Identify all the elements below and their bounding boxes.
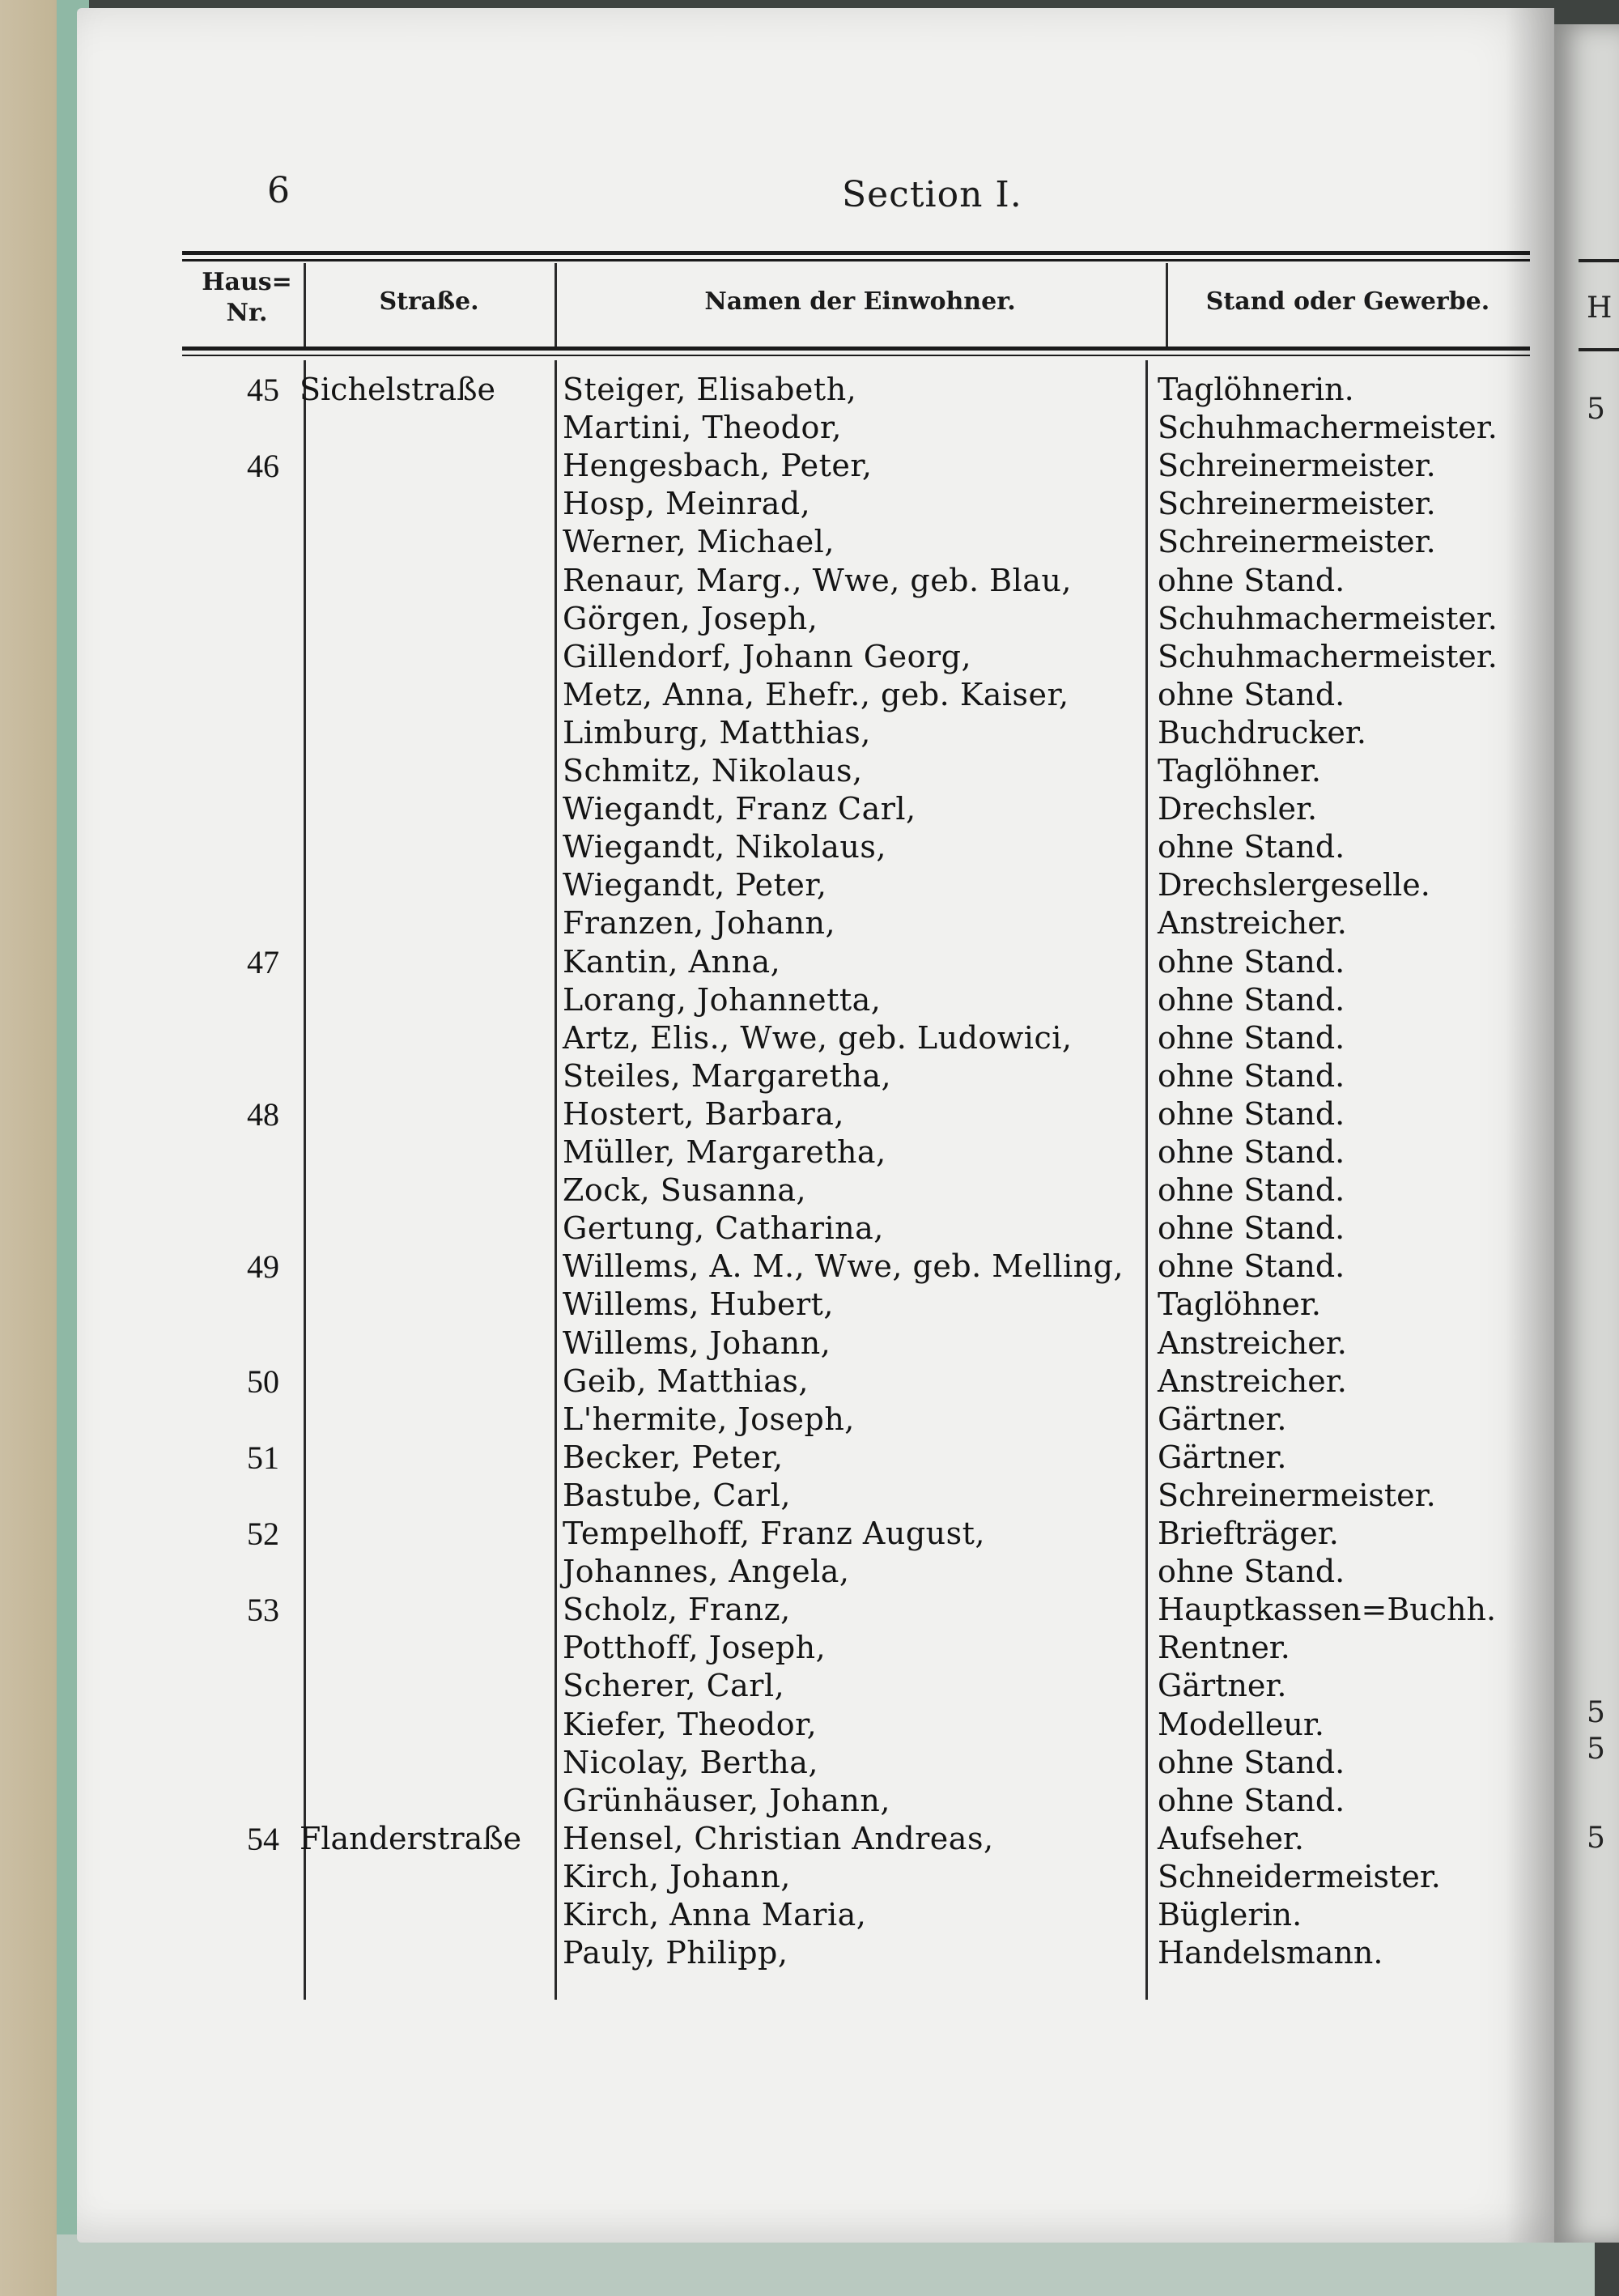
page-stack bbox=[57, 2234, 1595, 2296]
name-cell: Hengesbach, Peter, bbox=[563, 448, 873, 484]
name-cell: Hosp, Meinrad, bbox=[563, 486, 811, 522]
name-cell: Willems, Johann, bbox=[563, 1324, 831, 1361]
table-row bbox=[77, 1095, 1554, 1133]
occupation-cell: Schuhmachermeister. bbox=[1158, 638, 1498, 674]
name-cell: Görgen, Joseph, bbox=[563, 600, 818, 636]
name-cell: Geib, Matthias, bbox=[563, 1363, 809, 1399]
occupation-cell: Anstreicher. bbox=[1158, 905, 1347, 942]
name-cell: Scholz, Franz, bbox=[563, 1592, 791, 1628]
occupation-cell: Aufseher. bbox=[1158, 1820, 1305, 1856]
table-row bbox=[77, 523, 1554, 561]
occupation-cell: Drechslergeselle. bbox=[1158, 867, 1430, 904]
page-number: 6 bbox=[267, 170, 290, 211]
table-row bbox=[77, 790, 1554, 828]
occupation-cell: Handelsmann. bbox=[1158, 1935, 1383, 1971]
occupation-cell: ohne Stand. bbox=[1158, 1782, 1345, 1818]
occupation-cell: ohne Stand. bbox=[1158, 943, 1345, 980]
table-row bbox=[77, 1858, 1554, 1896]
table-row bbox=[77, 1515, 1554, 1553]
name-cell: Zock, Susanna, bbox=[563, 1172, 807, 1209]
occupation-cell: ohne Stand. bbox=[1158, 1172, 1345, 1209]
occupation-cell: Hauptkassen=Buchh. bbox=[1158, 1592, 1497, 1628]
occupation-cell: Schreinermeister. bbox=[1158, 1477, 1436, 1513]
table-row bbox=[77, 1210, 1554, 1248]
table-row bbox=[77, 828, 1554, 866]
table-row bbox=[77, 638, 1554, 676]
occupation-cell: Taglöhner. bbox=[1158, 753, 1321, 789]
occupation-cell: ohne Stand. bbox=[1158, 829, 1345, 865]
table-row bbox=[77, 485, 1554, 523]
name-cell: Kirch, Johann, bbox=[563, 1858, 791, 1894]
name-cell: Franzen, Johann, bbox=[563, 905, 836, 942]
name-cell: Schmitz, Nikolaus, bbox=[563, 753, 863, 789]
table-row bbox=[77, 1057, 1554, 1095]
table-row bbox=[77, 1934, 1554, 1972]
occupation-cell: Schuhmachermeister. bbox=[1158, 410, 1498, 446]
house-number-cell: 47 bbox=[247, 943, 279, 980]
name-cell: Tempelhoff, Franz August, bbox=[563, 1516, 985, 1551]
table-row bbox=[77, 1667, 1554, 1705]
name-cell: Potthoff, Joseph, bbox=[563, 1630, 826, 1666]
occupation-cell: ohne Stand. bbox=[1158, 1095, 1345, 1132]
table-row bbox=[77, 1171, 1554, 1210]
table-row bbox=[77, 866, 1554, 904]
name-cell: Willems, Hubert, bbox=[563, 1286, 834, 1323]
facing-page-text: H bbox=[1587, 291, 1613, 325]
name-cell: Steiger, Elisabeth, bbox=[563, 372, 857, 407]
header-rule-top bbox=[182, 251, 1530, 255]
name-cell: Hensel, Christian Andreas, bbox=[563, 1820, 994, 1856]
occupation-cell: Buchdrucker. bbox=[1158, 714, 1366, 750]
occupation-cell: ohne Stand. bbox=[1158, 562, 1345, 598]
name-cell: Martini, Theodor, bbox=[563, 410, 842, 446]
name-cell: Kiefer, Theodor, bbox=[563, 1706, 818, 1742]
occupation-cell: Briefträger. bbox=[1158, 1516, 1339, 1551]
table-row bbox=[77, 409, 1554, 447]
name-cell: Wiegandt, Peter, bbox=[563, 867, 827, 904]
name-cell: Werner, Michael, bbox=[563, 524, 835, 560]
name-cell: Kantin, Anna, bbox=[563, 943, 781, 980]
occupation-cell: Gärtner. bbox=[1158, 1668, 1287, 1704]
table-row bbox=[77, 1591, 1554, 1629]
occupation-cell: Schreinermeister. bbox=[1158, 524, 1436, 560]
occupation-cell: ohne Stand. bbox=[1158, 1210, 1345, 1247]
name-cell: Gillendorf, Johann Georg, bbox=[563, 638, 972, 674]
occupation-cell: ohne Stand. bbox=[1158, 1057, 1345, 1094]
name-cell: Steiles, Margaretha, bbox=[563, 1057, 892, 1094]
house-number-cell: 52 bbox=[247, 1516, 279, 1552]
name-cell: L'hermite, Joseph, bbox=[563, 1401, 855, 1437]
table-row bbox=[77, 1706, 1554, 1744]
occupation-cell: Drechsler. bbox=[1158, 791, 1318, 827]
table-row bbox=[77, 1439, 1554, 1477]
header-rule-bottom bbox=[182, 347, 1530, 351]
occupation-cell: ohne Stand. bbox=[1158, 1744, 1345, 1780]
occupation-cell: Anstreicher. bbox=[1158, 1363, 1347, 1399]
house-number-cell: 49 bbox=[247, 1248, 279, 1286]
name-cell: Artz, Elis., Wwe, geb. Ludowici, bbox=[563, 1019, 1073, 1056]
street-cell: Sichelstraße bbox=[300, 372, 496, 407]
name-cell: Johannes, Angela, bbox=[563, 1554, 850, 1590]
house-number-cell: 54 bbox=[247, 1820, 279, 1857]
house-number-cell: 48 bbox=[247, 1095, 279, 1133]
table-row bbox=[77, 752, 1554, 790]
facing-page-rule bbox=[1579, 259, 1619, 262]
name-cell: Becker, Peter, bbox=[563, 1439, 784, 1475]
occupation-cell: Gärtner. bbox=[1158, 1401, 1287, 1437]
facing-page-fragment bbox=[1554, 24, 1619, 2243]
name-cell: Willems, A. M., Wwe, geb. Melling, bbox=[563, 1248, 1124, 1285]
house-number-cell: 46 bbox=[247, 448, 279, 485]
header-rule-top-thin bbox=[182, 259, 1530, 261]
name-cell: Renaur, Marg., Wwe, geb. Blau, bbox=[563, 562, 1072, 598]
section-title: Section I. bbox=[842, 174, 1022, 215]
name-cell: Gertung, Catharina, bbox=[563, 1210, 884, 1247]
table-row bbox=[77, 1324, 1554, 1363]
table-row bbox=[77, 904, 1554, 942]
facing-page-text: 5 bbox=[1587, 1733, 1605, 1766]
name-cell: Scherer, Carl, bbox=[563, 1668, 785, 1704]
table-row bbox=[77, 600, 1554, 638]
house-number-cell: 50 bbox=[247, 1363, 279, 1400]
table-row bbox=[77, 1896, 1554, 1934]
facing-page-text: 5 bbox=[1587, 1822, 1605, 1855]
name-cell: Pauly, Philipp, bbox=[563, 1935, 788, 1971]
name-cell: Grünhäuser, Johann, bbox=[563, 1782, 890, 1818]
name-cell: Hostert, Barbara, bbox=[563, 1095, 844, 1132]
table-row bbox=[77, 981, 1554, 1019]
table-row bbox=[77, 1553, 1554, 1591]
occupation-cell: Schneidermeister. bbox=[1158, 1858, 1441, 1894]
table-row bbox=[77, 714, 1554, 752]
name-cell: Bastube, Carl, bbox=[563, 1477, 791, 1513]
occupation-cell: ohne Stand. bbox=[1158, 1554, 1345, 1590]
facing-page-text: 5 bbox=[1587, 1696, 1605, 1729]
occupation-cell: ohne Stand. bbox=[1158, 1134, 1345, 1170]
occupation-cell: Gärtner. bbox=[1158, 1439, 1287, 1475]
header-house-number: Haus= Nr. bbox=[202, 268, 292, 327]
street-cell: Flanderstraße bbox=[300, 1820, 522, 1856]
name-cell: Kirch, Anna Maria, bbox=[563, 1897, 867, 1932]
header-rule-bottom-thin bbox=[182, 355, 1530, 356]
facing-page-rule bbox=[1579, 348, 1619, 351]
name-cell: Lorang, Johannetta, bbox=[563, 981, 882, 1018]
table-row bbox=[77, 1019, 1554, 1057]
name-cell: Nicolay, Bertha, bbox=[563, 1744, 819, 1780]
occupation-cell: ohne Stand. bbox=[1158, 1248, 1345, 1285]
table-row bbox=[77, 562, 1554, 600]
occupation-cell: ohne Stand. bbox=[1158, 1019, 1345, 1056]
page bbox=[77, 8, 1554, 2243]
header-names: Namen der Einwohner. bbox=[704, 287, 1016, 316]
table-row bbox=[77, 1820, 1554, 1858]
table-row bbox=[77, 676, 1554, 714]
occupation-cell: Rentner. bbox=[1158, 1630, 1290, 1666]
occupation-cell: Modelleur. bbox=[1158, 1706, 1324, 1742]
occupation-cell: Schreinermeister. bbox=[1158, 486, 1436, 522]
house-number-cell: 53 bbox=[247, 1592, 279, 1629]
table-row bbox=[77, 1133, 1554, 1171]
occupation-cell: ohne Stand. bbox=[1158, 981, 1345, 1018]
table-row bbox=[77, 1286, 1554, 1324]
name-cell: Wiegandt, Nikolaus, bbox=[563, 829, 886, 865]
table-row bbox=[77, 1363, 1554, 1401]
occupation-cell: Taglöhner. bbox=[1158, 1286, 1321, 1323]
table-row bbox=[77, 371, 1554, 409]
occupation-cell: Schuhmachermeister. bbox=[1158, 600, 1498, 636]
table-row bbox=[77, 1782, 1554, 1820]
page-gutter-shadow bbox=[1506, 8, 1554, 2243]
table-row bbox=[77, 1477, 1554, 1515]
facing-page-text: 5 bbox=[1587, 393, 1605, 426]
occupation-cell: Anstreicher. bbox=[1158, 1324, 1347, 1361]
name-cell: Limburg, Matthias, bbox=[563, 714, 871, 750]
occupation-cell: Taglöhnerin. bbox=[1158, 372, 1354, 407]
occupation-cell: Schreinermeister. bbox=[1158, 448, 1436, 484]
house-number-cell: 51 bbox=[247, 1439, 279, 1476]
occupation-cell: Büglerin. bbox=[1158, 1897, 1302, 1932]
header-occupation: Stand oder Gewerbe. bbox=[1205, 287, 1490, 316]
table-row bbox=[77, 1629, 1554, 1667]
header-street: Straße. bbox=[379, 287, 479, 316]
table-row bbox=[77, 943, 1554, 981]
occupation-cell: ohne Stand. bbox=[1158, 676, 1345, 712]
house-number-cell: 45 bbox=[247, 372, 279, 408]
table-row bbox=[77, 1248, 1554, 1286]
table-row bbox=[77, 1744, 1554, 1782]
table-row bbox=[77, 1401, 1554, 1439]
name-cell: Wiegandt, Franz Carl, bbox=[563, 791, 916, 827]
name-cell: Metz, Anna, Ehefr., geb. Kaiser, bbox=[563, 676, 1069, 712]
name-cell: Müller, Margaretha, bbox=[563, 1134, 886, 1170]
table-row bbox=[77, 447, 1554, 485]
